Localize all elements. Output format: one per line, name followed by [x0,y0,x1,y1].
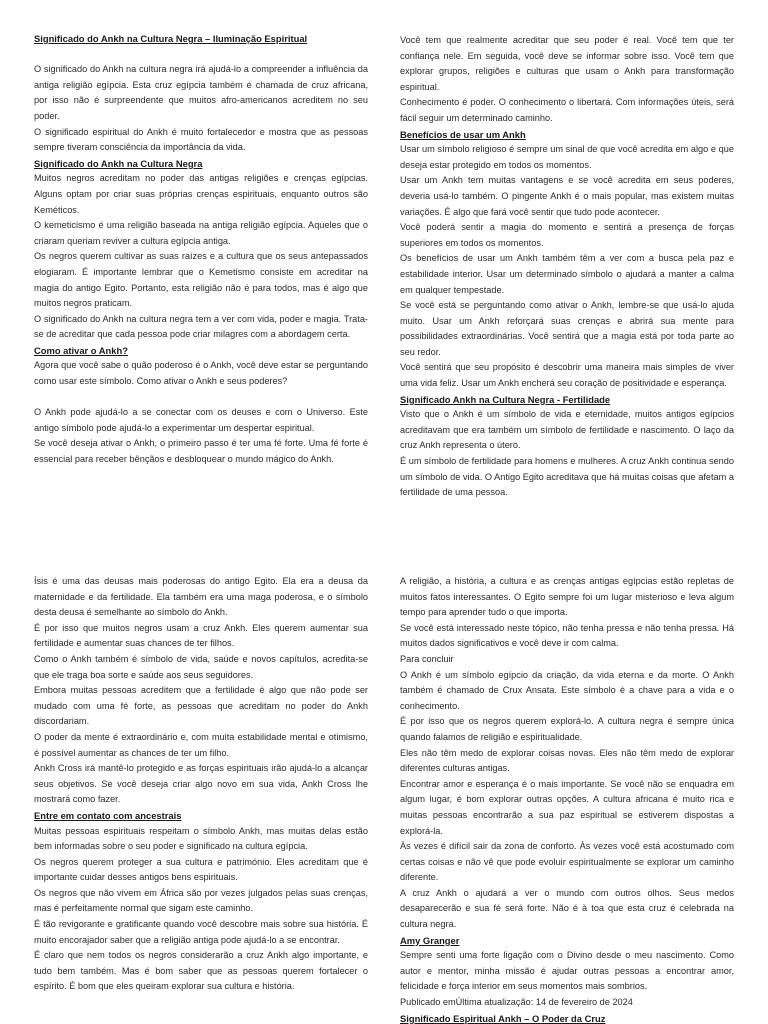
publish-date: Publicado emÚltima atualização: 14 de fevereiro de 2024 [400,997,633,1008]
paragraph: O kemeticismo é uma religião baseada na antiga religião egípcia. Aqueles que o criaram queriam reviver a cultura egípcia antiga. [34,220,368,246]
paragraph: É um símbolo de fertilidade para homens e mulheres. A cruz Ankh continua sendo um símbolo de vida. O Antigo Egito acreditava que há muitas coisas que afetam a fertilidade de uma pessoa. [400,456,734,498]
paragraph: Usar um símbolo religioso é sempre um sinal de que você acredita em algo e que deseja estar protegido em todos os momentos. [400,144,734,170]
paragraph: Você poderá sentir a magia do momento e sentirá a presença de forças superiores em todos os momentos. [400,222,734,248]
paragraph: Agora que você sabe o quão poderoso é o Ankh, você deve estar se perguntando como usar este símbolo. Como ativar o Ankh e seus poderes? [34,360,368,387]
paragraph: O Ankh é um símbolo egípcio da criação, da vida eterna e da morte. O Ankh também é chamado de Crux Ansata. Este símbolo é a chave para a vida e o conhecimento. [400,669,734,711]
paragraph: Os negros querem cultivar as suas raízes e a cultura que os seus antepassados elogiaram. É importante lembrar que o Kemetismo consiste em acreditar na magia do antigo Egito. Portanto, esta religião não é para todos, mas é algo que muitos negros praticam. [34,251,368,309]
paragraph: Às vezes é difícil sair da zona de conforto. Às vezes você está acostumado com certas coisas e não vê que pode evoluir espiritualmente se explorar um caminho diferente. [400,841,734,883]
section-heading: Significado Espiritual Ankh – O Poder da Cruz [400,1012,606,1024]
paragraph: Muitos negros acreditam no poder das antigas religiões e crenças egípcias. Alguns optam por criar suas próprias crenças espirituais, enquanto outros são Keméticos. [34,173,368,215]
bottom-left-column [34,574,368,995]
paragraph: Ísis é uma das deusas mais poderosas do antigo Egito. Ela era a deusa da maternidade e da fertilidade. Ela também era uma maga poderosa, e o símbolo desta deusa é semelhante ao símbolo do Ankh. [34,576,368,618]
section-heading: Entre em contato com ancestrais [34,809,182,821]
section-heading: Significado Ankh na Cultura Negra - Fertilidade [400,393,611,405]
paragraph: Você tem que realmente acreditar que seu poder é real. Você tem que ter confiança nele. Em seguida, você deve se informar sobre isso. Você tem que explorar grupos, religiões e culturas que usam o Ankh para transformação espiritual. [400,35,734,92]
paragraph: Usar um Ankh tem muitas vantagens e se você acredita em seus poderes, deveria usá-lo também. O pingente Ankh é o mais popular, mas existem muitas variações. É algo que fará você sentir que tudo pode acontecer. [400,175,734,217]
top-right-column [400,33,734,501]
section-heading: Significado do Ankh na Cultura Negra [34,157,203,169]
paragraph: Se você está se perguntando como ativar o Ankh, lembre-se que usá-lo ajuda muito. Usar um Ankh reforçará suas crenças e abrirá sua mente para possibilidades extraordinárias. Você sentirá que a magia está por toda parte ao seu redor. [400,300,734,357]
paragraph: Os negros querem proteger a sua cultura e património. Eles acreditam que é importante cuidar desses antigos bens espirituais. [34,856,368,883]
paragraph: Os benefícios de usar um Ankh também têm a ver com a busca pela paz e estabilidade interior. Usar um determinado símbolo o ajudará a manter a calma em qualquer tempestade. [400,253,734,295]
paragraph: É tão revigorante e gratificante quando você descobre mais sobre sua história. É muito encorajador saber que a religião antiga pode ajudá-lo a se encontrar. [34,919,368,945]
paragraph: Eles não têm medo de explorar coisas novas. Eles não têm medo de explorar diferentes culturas antigas. [400,747,734,774]
bottom-right-column [400,574,734,1024]
paragraph: A cruz Ankh o ajudará a ver o mundo com outros olhos. Seus medos desaparecerão e sua fé será forte. Não é à toa que esta cruz é celebrada na cultura negra. [400,887,734,930]
paragraph: Você sentirá que seu propósito é descobrir uma maneira mais simples de viver uma vida feliz. Usar um Ankh encherá seu coração de positividade e esperança. [400,362,734,389]
section-heading: Como ativar o Ankh? [34,344,128,356]
section-heading: Benefícios de usar um Ankh [400,128,526,140]
paragraph: É por isso que muitos negros usam a cruz Ankh. Eles querem aumentar sua fertilidade e aumentar suas chances de ter filhos. [34,622,368,649]
author-name: Amy Granger [400,934,460,946]
paragraph: Os negros que não vivem em África são por vezes julgados pelas suas crenças, mas é perfeitamente normal que sigam este caminho. [34,887,368,914]
paragraph: Embora muitas pessoas acreditem que a fertilidade é algo que não pode ser mudado com uma fé forte, as pessoas que acreditam no poder do Ankh discordariam. [34,685,368,727]
paragraph: Ankh Cross irá mantê-lo protegido e as forças espirituais irão ajudá-lo a alcançar seus objetivos. Se você deseja criar algo novo em sua vida, Ankh Cross lhe mostrará como fazer. [34,763,368,805]
paragraph: Encontrar amor e esperança é o mais importante. Se você não se enquadra em algum lugar, é bom explorar outras opções. A cultura africana é muito rica e muitas pessoas encontrarão a sua paz espiritual se estiverem dispostas a explorá-la. [400,778,734,836]
paragraph: Se você está interessado neste tópico, não tenha pressa e não tenha pressa. Há muitos dados significativos e você deve ir com calma. [400,622,734,649]
paragraph: O significado do Ankh na cultura negra irá ajudá-lo a compreender a influência da antiga religião egípcia. Esta cruz egípcia também é chamada de cruz africana, por isso não é surpreendente que muitos afro-americanos acreditem no seu poder. [34,64,368,121]
paragraph: O significado espiritual do Ankh é muito fortalecedor e mostra que as pessoas sempre tiveram consciência da importância da vida. [34,126,368,153]
paragraph: Se você deseja ativar o Ankh, o primeiro passo é ter uma fé forte. Uma fé forte é essencial para receber bênçãos e desbloquear o mundo mágico do Ankh. [34,438,368,465]
author-bio: Sempre senti uma forte ligação com o Divino desde o meu nascimento. Como autor e mentor, minha missão é ajudar outras pessoas a encontrar amor, felicidade e força interior em seus momentos mais sombrios. [400,950,734,992]
paragraph: O poder da mente é extraordinário e, com muita estabilidade mental e otimismo, é possível aumentar as chances de ter um filho. [34,731,368,758]
top-left-column [34,31,368,468]
paragraph: É claro que nem todos os negros considerarão a cruz Ankh algo importante, e tudo bem também. Mas é bom saber que as pessoas querem fortalecer o espírito. É bom que eles queiram explorar sua cultura e história. [34,950,368,992]
paragraph: É por isso que os negros querem explorá-lo. A cultura negra é sempre única quando falamos de religião e espiritualidade. [400,716,734,742]
paragraph: Como o Ankh também é símbolo de vida, saúde e novos capítulos, acredita-se que ele traga boa sorte e saúde aos seus seguidores. [34,653,368,680]
conclusion-label: Para concluir [400,653,454,664]
article-title: Significado do Ankh na Cultura Negra – Iluminação Espiritual [34,33,308,44]
paragraph: O significado do Ankh na cultura negra tem a ver com vida, poder e magia. Trata-se de acreditar que cada pessoa pode criar milagres com a abordagem certa. [34,313,368,340]
paragraph: Conhecimento é poder. O conhecimento o libertará. Com informações úteis, será fácil seguir um determinado caminho. [400,97,734,123]
paragraph: O Ankh pode ajudá-lo a se conectar com os deuses e com o Universo. Este antigo símbolo pode ajudá-lo a experimentar um despertar espiritual. [34,407,368,433]
paragraph: Muitas pessoas espirituais respeitam o símbolo Ankh, mas muitas delas estão bem informadas sobre o seu poder e significado na cultura egípcia. [34,825,368,852]
paragraph: Visto que o Ankh é um símbolo de vida e eternidade, muitos antigos egípcios acreditavam que era também um símbolo de fertilidade e nascimento. O laço da cruz Ankh representa o útero. [400,409,734,451]
paragraph: A religião, a história, a cultura e as crenças antigas egípcias estão repletas de muitos fatos interessantes. O Egito sempre foi um lugar misterioso e leva algum tempo para aprender tudo o que importa. [400,576,734,618]
